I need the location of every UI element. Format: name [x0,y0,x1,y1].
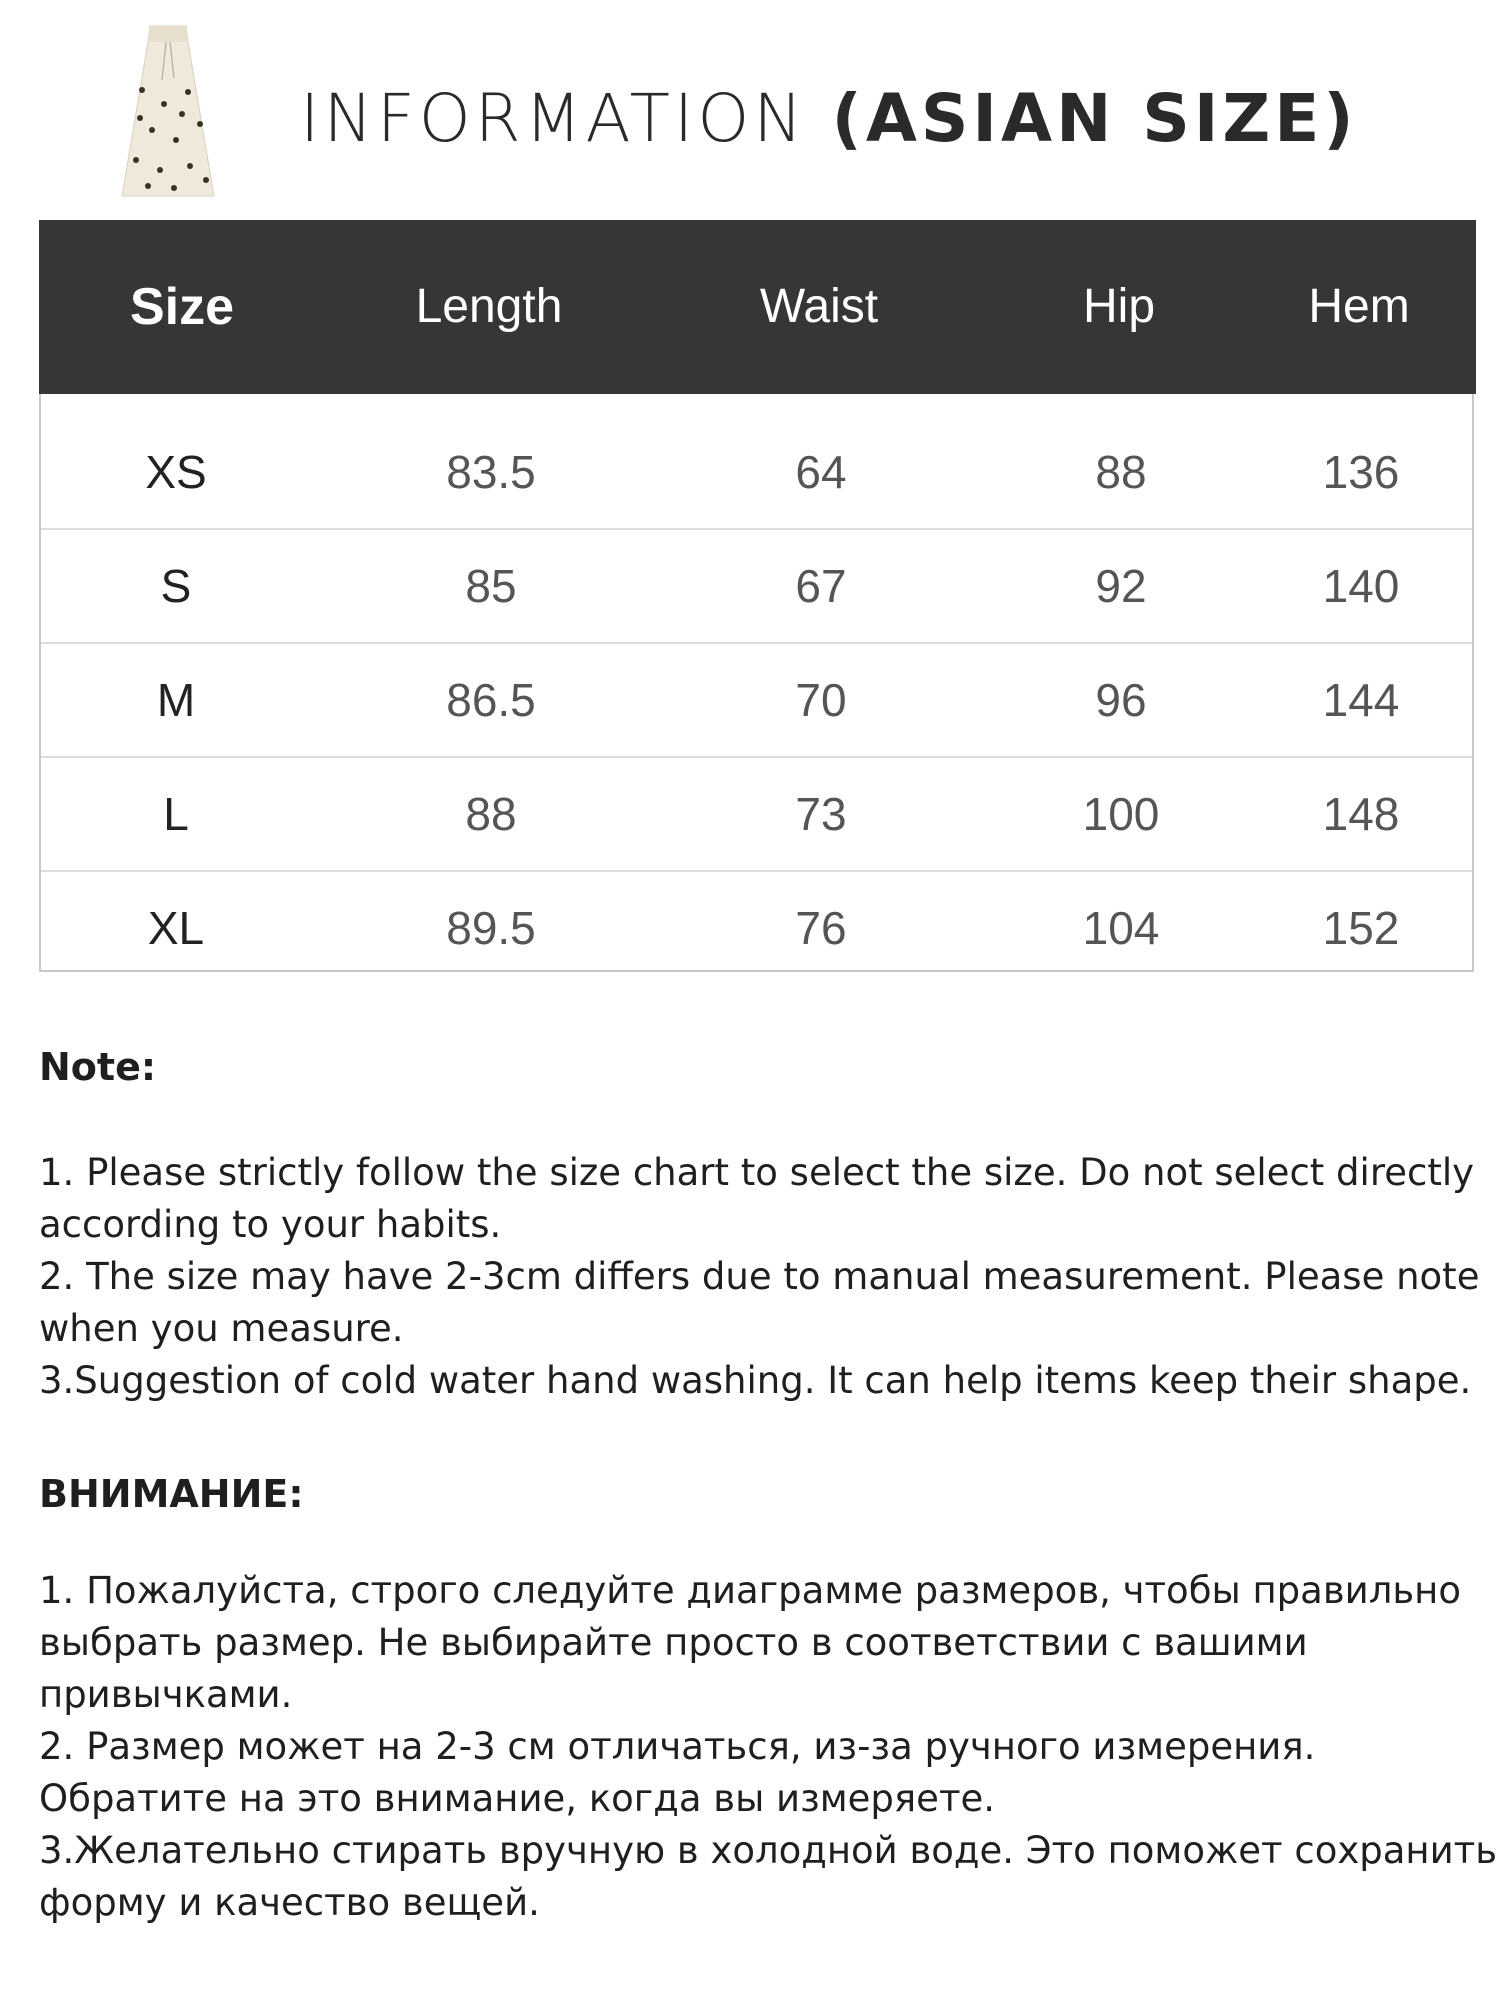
cell-length: 83.5 [446,446,536,498]
cell-hem: 140 [1322,560,1400,612]
column-header-hem: Hem [1308,280,1410,333]
cell-waist: 70 [795,674,847,726]
title-light: INFORMATION [300,80,832,157]
note-title-en: Note: [39,1045,157,1089]
cell-length: 89.5 [446,902,536,954]
cell-hem: 152 [1322,902,1400,954]
page-header [0,0,1500,210]
note-line: according to your habits. [39,1203,502,1246]
cell-hip: 92 [1095,560,1147,612]
cell-hip: 104 [1082,902,1160,954]
cell-waist: 64 [795,446,847,498]
cell-hem: 136 [1322,446,1400,498]
cell-size: L [163,788,189,840]
table-row [41,530,1472,644]
cell-hem: 148 [1322,788,1400,840]
cell-size: XS [145,446,207,498]
cell-length: 86.5 [446,674,536,726]
note-line: 2. The size may have 2-3cm differs due to manual measurement. Please note [39,1255,1480,1298]
cell-size: M [156,674,196,726]
column-header-waist: Waist [759,280,879,333]
note-line: 3.Suggestion of cold water hand washing. It can help items keep their shape. [39,1359,1472,1402]
note-line-ru: выбрать размер. Не выбирайте просто в соответствии с вашими [39,1621,1308,1664]
note-line: 1. Please strictly follow the size chart to select the size. Do not select directly [39,1151,1475,1194]
cell-hem: 144 [1322,674,1400,726]
cell-waist: 73 [795,788,847,840]
table-row [41,416,1472,530]
note-line: when you measure. [39,1307,404,1350]
cell-waist: 67 [795,560,847,612]
skirt-product-image [112,20,224,202]
title-bold: (ASIAN SIZE) [831,80,1358,157]
cell-length: 88 [465,788,517,840]
column-header-size: Size [129,278,235,336]
note-line-ru: 3.Желательно стирать вручную в холодной воде. Это поможет сохранить [39,1829,1497,1872]
size-chart-table [39,220,1474,972]
cell-length: 85 [465,560,517,612]
page-title [300,72,1357,162]
cell-size: XL [147,902,205,954]
cell-waist: 76 [795,902,847,954]
note-line-ru: форму и качество вещей. [39,1881,540,1924]
column-header-hip: Hip [1082,280,1156,333]
table-header-row [39,220,1476,394]
column-header-length: Length [415,280,563,333]
note-line-ru: 2. Размер может на 2-3 см отличаться, из-за ручного измерения. [39,1725,1316,1768]
note-title-ru: ВНИМАНИЕ: [39,1472,304,1516]
table-row [41,644,1472,758]
cell-hip: 88 [1095,446,1147,498]
cell-hip: 96 [1095,674,1147,726]
note-line-ru: привычками. [39,1673,293,1716]
cell-size: S [160,560,192,612]
note-line-ru: Обратите на это внимание, когда вы измеряете. [39,1777,996,1820]
cell-hip: 100 [1082,788,1160,840]
table-row [41,758,1472,872]
note-line-ru: 1. Пожалуйста, строго следуйте диаграмме размеров, чтобы правильно [39,1569,1461,1612]
table-row [41,872,1472,984]
